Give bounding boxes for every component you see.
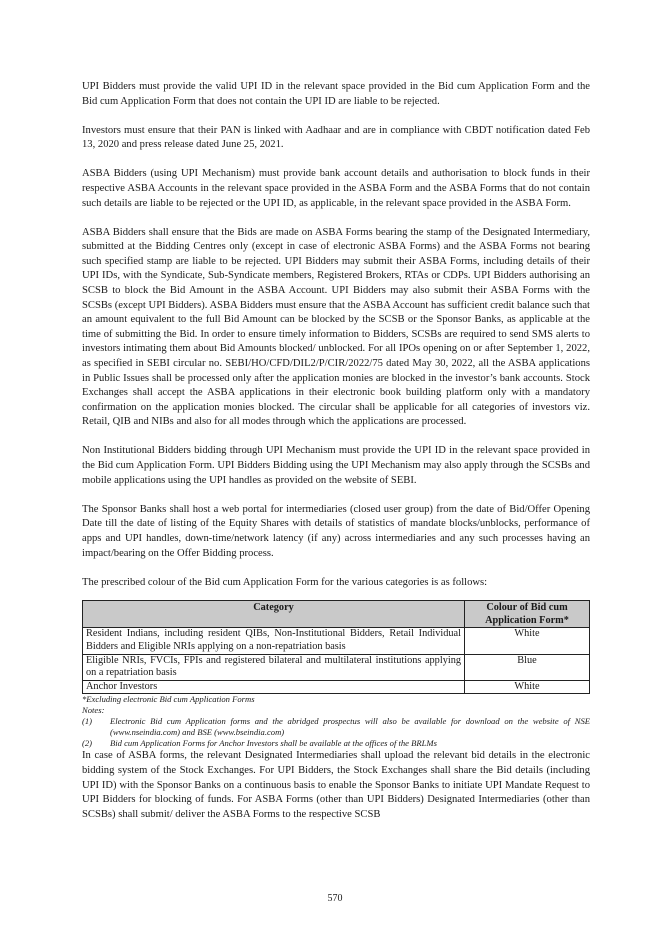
paragraph-asba-stamp: ASBA Bidders shall ensure that the Bids are made on ASBA Forms bearing the stamp of the Designated Intermediary, submitted at the Bidding Centres only (except in case of electronic ASBA Forms) and the ASBA Forms not bearing such specified stamp are liable to be rejected. UPI Bidders may submit their ASBA Forms, including details of their UPI IDs, with the Syndicate, Sub-Syndicate members, Registered Brokers, RTAs or CDPs. UPI Bidders authorising an SCSB to block the Bid Amount in the ASBA Account. UPI Bidders may also submit their ASBA Forms with the SCSBs (except UPI Bidders). ASBA Bidders must ensure that the ASBA Account has sufficient credit balance such that an amount equivalent to the full Bid Amount can be blocked by the SCSB or the Sponsor Banks, as applicable at the time of submitting the Bid. In order to ensure timely information to Bidders, SCSBs are required to send SMS alerts to investors intimating them about Bid Amounts blocked/ unblocked. For all IPOs opening on or after September 1, 2022, as specified in SEBI circular no. SEBI/HO/CFD/DIL2/P/CIR/2022/75 dated May 30, 2022, all the ASBA applications in Public Issues shall be processed only after the application monies are blocked in the investor’s bank accounts. Stock Exchanges shall accept the ASBA applications in their electronic book building platform only with a mandatory confirmation on the application monies blocked. The circular shall be applicable for all categories of investors viz. Retail, QIB and NIBs and also for all modes through which the applications are processed.	[82, 226, 590, 428]
colour-cell: White	[465, 680, 590, 694]
table-footnote: *Excluding electronic Bid cum Application Forms	[82, 694, 255, 705]
paragraph-pan-aadhaar: Investors must ensure that their PAN is linked with Aadhaar and are in compliance with CBDT notification dated Feb 13, 2020 and press release dated June 25, 2021.	[82, 124, 590, 151]
paragraph-colour-intro: The prescribed colour of the Bid cum Application Form for the various categories is as follows:	[82, 576, 488, 588]
paragraph-asba-upload: In case of ASBA forms, the relevant Designated Intermediaries shall upload the relevant bid details in the electronic bidding system of the Stock Exchanges. For UPI Bidders, the Stock Exchanges shall share the Bid details (including UPI ID) with the Sponsor Banks on a continuous basis to enable the Sponsor Banks to initiate UPI Mandate Request to UPI Bidders for blocking of funds. For ASBA Forms (other than UPI Bidders) Designated Intermediaries (other than SCSBs) shall submit/ deliver the ASBA Forms to the respective SCSB	[82, 750, 590, 820]
paragraph-non-institutional: Non Institutional Bidders bidding through UPI Mechanism must provide the UPI ID in the relevant space provided in the Bid cum Application Form. UPI Bidders Bidding using the UPI Mechanism may also apply through the SCSBs and mobile applications using the UPI handles as provided on the website of SEBI.	[82, 445, 590, 486]
notes-label: Notes:	[82, 705, 105, 716]
colour-cell: Blue	[465, 654, 590, 680]
note-item	[82, 738, 590, 749]
note-number: (1)	[82, 716, 93, 727]
document-page	[82, 80, 590, 837]
table-row	[83, 680, 590, 694]
category-cell: Eligible NRIs, FVCIs, FPIs and registered bilateral and multilateral institutions applying on a repatriation basis	[83, 654, 465, 680]
paragraph-upi-id: UPI Bidders must provide the valid UPI ID in the relevant space provided in the Bid cum Application Form and the Bid cum Application Form that does not contain the UPI ID are liable to be rejected.	[82, 81, 590, 107]
form-colour-table	[82, 600, 590, 694]
page-number: 570	[327, 893, 343, 904]
category-cell: Resident Indians, including resident QIBs, Non-Institutional Bidders, Retail Individual Bidders and Eligible NRIs applying on a non-repatriation basis	[83, 628, 465, 654]
table-row	[83, 628, 590, 654]
header-colour: Colour of Bid cum Application Form*	[465, 601, 590, 628]
note-number: (2)	[82, 738, 93, 749]
note-text: Electronic Bid cum Application forms and the abridged prospectus will also be available for download on the website of NSE (www.nseindia.com) and BSE (www.bseindia.com)	[110, 716, 590, 738]
note-text: Bid cum Application Forms for Anchor Investors shall be available at the offices of the BRLMs	[110, 738, 437, 749]
paragraph-asba-bank-details: ASBA Bidders (using UPI Mechanism) must provide bank account details and authorisation to block funds in their respective ASBA Accounts in the relevant space provided in the ASBA Form and the ASBA Forms that do not contain such details are liable to be rejected or the UPI ID, as applicable, in the relevant space provided in the ASBA Form.	[82, 168, 590, 209]
table-header-row	[83, 601, 590, 628]
paragraph-sponsor-banks: The Sponsor Banks shall host a web portal for intermediaries (closed user group) from the date of Bid/Offer Opening Date till the date of listing of the Equity Shares with details of statistics of mandate blocks/unblocks, performance of apps and UPI handles, down-time/network latency (if any) across intermediaries and any such processes having an impact/bearing on the Offer Bidding process.	[82, 503, 590, 559]
category-cell: Anchor Investors	[83, 680, 465, 694]
header-category: Category	[83, 601, 465, 628]
colour-cell: White	[465, 628, 590, 654]
note-item	[82, 716, 590, 738]
table-row	[83, 654, 590, 680]
